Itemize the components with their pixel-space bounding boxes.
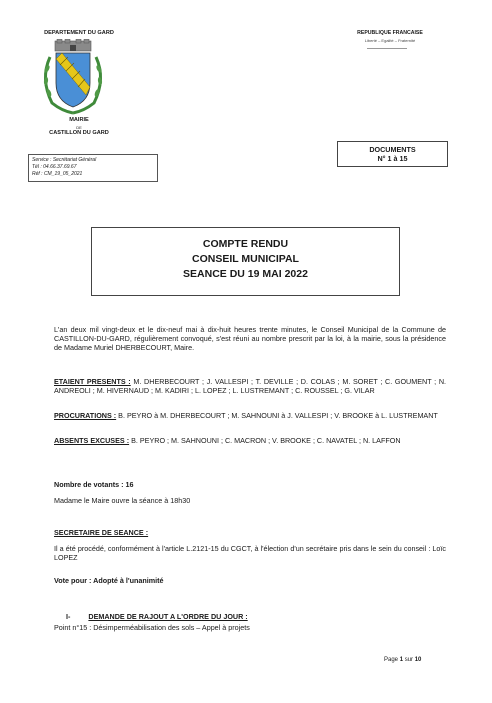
service-box — [28, 154, 158, 182]
page-sur: sur — [404, 657, 414, 663]
section-1-heading — [66, 612, 446, 621]
documents-range: N° 1 à 15 — [377, 154, 408, 164]
mairie-de-text: DE — [76, 124, 82, 130]
department-name: DEPARTEMENT DU GARD — [44, 30, 114, 36]
commune-name: CASTILLON DU GARD — [49, 129, 109, 136]
secretary-heading: SECRETAIRE DE SEANCE : — [54, 528, 149, 537]
page-label: Page — [384, 657, 399, 663]
page-total: 10 — [414, 657, 422, 663]
service-line: Service : Secrétariat Général — [32, 157, 97, 163]
motto-divider — [367, 48, 407, 49]
procurations-paragraph — [54, 411, 446, 420]
absents-paragraph — [54, 436, 446, 445]
opening-statement: Madame le Maire ouvre la séance à 18h30 — [54, 496, 191, 505]
section-1-point: Point n°15 : Désimperméabilisation des sols – Appel à projets — [54, 623, 250, 632]
section-1-title: DEMANDE DE RAJOUT A L'ORDRE DU JOUR : — [88, 612, 248, 621]
documents-label: DOCUMENTS — [369, 145, 416, 154]
procurations-label: PROCURATIONS : — [54, 411, 117, 420]
votants-count: Nombre de votants : 16 — [54, 480, 134, 489]
phone-line: Tél : 04.66.37.69.67 — [32, 163, 77, 170]
title-line-2: CONSEIL MUNICIPAL — [192, 253, 299, 266]
coat-of-arms-logo — [38, 39, 108, 115]
absents-text: B. PEYRO ; M. SAHNOUNI ; C. MACRON ; V. BROOKE ; C. NAVATEL ; N. LAFFON — [129, 436, 401, 445]
page-current: 1 — [399, 657, 404, 663]
intro-paragraph: L'an deux mil vingt-deux et le dix-neuf mai à dix-huit heures trente minutes, le Conseil Municipal de la Commune de CASTILLON-DU-GARD, régulièrement convoqué, s'est réuni au nombre prescrit par la loi, à la mairie, sous la présidence de Madame Muriel DHERBECOURT, Maire. — [54, 325, 446, 353]
presents-label: ETAIENT PRESENTS : — [54, 377, 131, 386]
page-number — [384, 657, 421, 663]
title-line-3: SEANCE DU 19 MAI 2022 — [183, 268, 308, 281]
procurations-text: B. PEYRO à M. DHERBECOURT ; M. SAHNOUNI à J. VALLESPI ; V. BROOKE à L. LUSTREMANT — [116, 411, 438, 420]
secretary-vote: Vote pour : Adopté à l'unanimité — [54, 576, 164, 585]
presents-paragraph — [54, 377, 446, 395]
secretary-text: Il a été procédé, conformément à l'article L.2121-15 du CGCT, à l'élection d'un secrétaire pris dans le sein du conseil : Loïc LOPEZ — [54, 544, 446, 563]
mairie-text: MAIRIE — [69, 117, 89, 123]
documents-box — [337, 141, 448, 167]
republic-header — [335, 30, 445, 43]
title-box — [91, 227, 400, 296]
presents-text: M. DHERBECOURT ; J. VALLESPI ; T. DEVILLE ; D. COLAS ; M. SORET ; C. GOUMENT ; N. ANDREOLI ; M. HIVERNAUD ; M. KADIRI ; L. LOPEZ ; L. LUSTREMANT ; C. ROUSSEL ; G. VILAR — [54, 377, 447, 396]
mairie-label — [24, 117, 134, 137]
republic-motto: Liberté – Egalité – Fraternité — [364, 38, 416, 43]
absents-label: ABSENTS EXCUSES : — [54, 436, 130, 445]
section-1-number: I- — [66, 612, 71, 621]
republic-name: REPUBLIQUE FRANCAISE — [357, 30, 423, 36]
reference-line: Réf : CM_19_05_2021 — [32, 170, 83, 177]
title-line-1: COMPTE RENDU — [202, 238, 289, 250]
